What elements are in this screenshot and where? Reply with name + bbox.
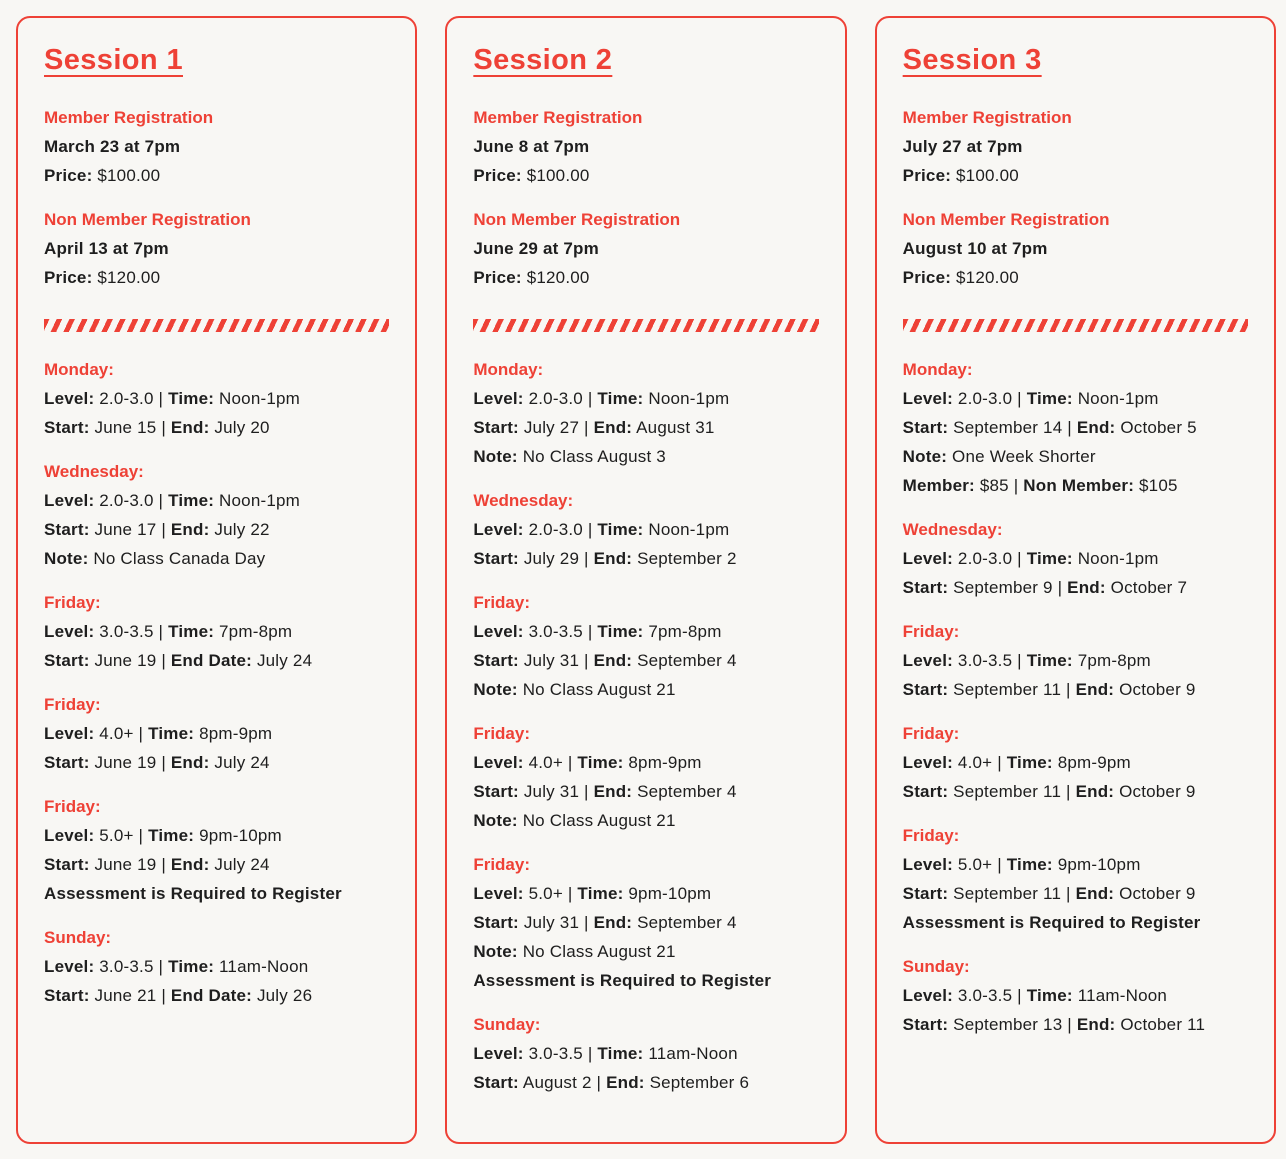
schedule-line [903,675,1248,704]
session-title[interactable]: Session 2 [473,44,613,76]
schedule-line [473,1039,818,1068]
label-segment: Start: [902,1015,949,1034]
label-segment: Price: [473,268,522,287]
session-card-3 [875,16,1276,1144]
day-heading: Sunday: [902,957,970,976]
label-segment: Time: [1026,986,1073,1005]
text-segment: 8pm-9pm [194,724,273,743]
registration-heading: Non Member Registration [902,210,1110,229]
label-segment: Start: [473,651,519,670]
text-segment: $85 | [974,476,1024,495]
text-segment: $120.00 [92,268,161,287]
label-segment: Level: [473,753,524,772]
schedule-line [44,384,389,413]
text-segment: 2.0-3.0 | [953,549,1027,568]
label-segment: Time: [1026,651,1073,670]
session-title-row [44,42,389,103]
label-segment: End: [170,418,210,437]
label-segment: Level: [902,389,953,408]
text-segment: June 19 | [89,855,171,874]
schedule-line [473,515,818,544]
text-segment: No Class August 21 [517,942,676,961]
text-segment: 9pm-10pm [194,826,282,845]
registration-line [473,263,818,292]
label-segment: Start: [44,418,90,437]
registration-line [903,263,1248,292]
text-segment: September 9 | [948,578,1068,597]
session-title[interactable]: Session 1 [44,44,183,76]
label-segment: Time: [597,520,644,539]
text-segment: September 14 | [948,418,1077,437]
schedule-line [903,981,1248,1010]
label-segment: End: [593,913,633,932]
schedule-line [903,879,1248,908]
text-segment: 5.0+ | [94,826,149,845]
label-segment: March 23 at 7pm [44,137,181,156]
day-heading: Monday: [902,360,973,379]
schedule-day-block [903,515,1248,602]
text-segment: 3.0-3.5 | [523,622,598,641]
label-segment: End Date: [170,986,253,1005]
schedule-day-block [44,588,389,675]
day-heading: Wednesday: [902,520,1003,539]
label-segment: Level: [473,622,524,641]
label-segment: Level: [473,520,524,539]
label-segment: Start: [473,1073,519,1092]
schedule-line [903,1010,1248,1039]
text-segment: October 7 [1105,578,1188,597]
schedule-line [473,413,818,442]
label-segment: End: [1067,578,1106,597]
text-segment: No Class August 21 [517,811,676,830]
label-segment: Start: [902,782,949,801]
text-segment: August 31 [632,418,715,437]
label-segment: Time: [168,491,215,510]
label-segment: Note: [44,549,89,568]
text-segment: July 31 | [518,651,594,670]
label-segment: Note: [473,447,518,466]
label-segment: Start: [44,520,90,539]
label-segment: Price: [44,166,93,185]
label-segment: Note: [473,811,518,830]
label-segment: Start: [473,549,519,568]
schedule-line [44,850,389,879]
label-segment: Level: [902,855,953,874]
registration-line [473,132,818,161]
schedule-line [44,486,389,515]
text-segment: June 15 | [89,418,171,437]
schedule-line [44,879,389,908]
registration-block [473,103,818,190]
schedule-line [903,544,1248,573]
label-segment: Time: [168,622,215,641]
text-segment: $120.00 [521,268,590,287]
label-segment: Start: [902,578,949,597]
label-segment: Time: [168,389,215,408]
schedule-line [903,384,1248,413]
registration-block [903,103,1248,190]
schedule-line [903,748,1248,777]
text-segment: Noon-1pm [643,389,730,408]
registration-line [44,132,389,161]
text-segment: $120.00 [951,268,1019,287]
label-segment: Price: [902,268,952,287]
label-segment: Time: [148,724,195,743]
text-segment: July 31 | [518,782,594,801]
day-heading: Sunday: [44,928,112,947]
label-segment: Level: [902,651,953,670]
text-segment: 3.0-3.5 | [953,651,1027,670]
label-segment: End: [593,418,633,437]
schedule-line [903,850,1248,879]
schedule-line [44,748,389,777]
text-segment: No Class Canada Day [88,549,266,568]
text-segment: No Class August 21 [517,680,676,699]
text-segment: September 4 [632,651,737,670]
label-segment: Level: [44,491,95,510]
label-segment: Start: [902,884,949,903]
text-segment: September 6 [644,1073,750,1092]
text-segment: 4.0+ | [953,753,1007,772]
text-segment: Noon-1pm [1072,389,1159,408]
text-segment: September 11 | [948,680,1076,699]
label-segment: June 8 at 7pm [473,137,590,156]
label-segment: Start: [44,651,90,670]
session-title[interactable]: Session 3 [902,44,1042,76]
day-heading: Friday: [44,797,101,816]
session-card-2 [445,16,846,1144]
text-segment: September 2 [632,549,737,568]
registration-block [44,205,389,292]
registration-block [473,205,818,292]
registration-block [44,103,389,190]
day-heading: Friday: [473,724,531,743]
label-segment: Level: [44,957,95,976]
text-segment: October 11 [1115,1015,1206,1034]
registration-block [903,205,1248,292]
day-heading: Friday: [473,593,531,612]
schedule-line [903,573,1248,602]
label-segment: Time: [597,622,644,641]
registration-line [903,132,1248,161]
label-segment: End: [1076,1015,1116,1034]
text-segment: October 9 [1114,782,1196,801]
schedule-line [903,413,1248,442]
label-segment: Assessment is Required to Register [473,971,772,990]
schedule-line [473,1068,818,1097]
text-segment: 7pm-8pm [1072,651,1151,670]
label-segment: Level: [902,753,953,772]
label-segment: Start: [44,753,90,772]
registration-line [473,234,818,263]
striped-divider [473,319,818,332]
label-segment: Time: [1026,549,1073,568]
text-segment: $100.00 [92,166,161,185]
day-heading: Friday: [902,622,960,641]
label-segment: Start: [44,855,90,874]
schedule-line [44,646,389,675]
label-segment: Level: [473,389,524,408]
label-segment: Time: [577,753,624,772]
text-segment: 9pm-10pm [623,884,712,903]
label-segment: End: [1075,884,1115,903]
schedule-line [473,442,818,471]
label-segment: Time: [597,1044,644,1063]
registration-line [903,234,1248,263]
label-segment: Level: [44,826,95,845]
schedule-line [473,748,818,777]
text-segment: 11am-Noon [214,957,309,976]
session-title-row [903,42,1248,103]
text-segment: 3.0-3.5 | [94,957,169,976]
label-segment: Level: [44,622,95,641]
schedule-line [473,384,818,413]
text-segment: September 11 | [948,884,1076,903]
text-segment: 3.0-3.5 | [94,622,169,641]
session-card-1 [16,16,417,1144]
schedule-day-block [44,457,389,573]
label-segment: Level: [473,1044,524,1063]
schedule-line [44,719,389,748]
label-segment: End: [593,782,633,801]
registration-heading: Member Registration [44,108,214,127]
schedule-line [473,966,818,995]
registration-line [473,161,818,190]
day-heading: Monday: [473,360,544,379]
label-segment: End: [593,651,633,670]
text-segment: September 4 [632,782,737,801]
label-segment: End: [1075,782,1115,801]
text-segment: June 21 | [89,986,171,1005]
text-segment: 11am-Noon [1072,986,1168,1005]
label-segment: Level: [44,389,95,408]
schedule-day-block [473,719,818,835]
schedule-line [473,806,818,835]
label-segment: Assessment is Required to Register [902,913,1201,932]
label-segment: Member: [902,476,975,495]
label-segment: Time: [168,957,215,976]
schedule-line [44,821,389,850]
label-segment: Note: [473,942,518,961]
schedule-day-block [473,355,818,471]
label-segment: Price: [473,166,522,185]
schedule-line [903,646,1248,675]
text-segment: $100.00 [521,166,590,185]
text-segment: 3.0-3.5 | [523,1044,598,1063]
label-segment: Start: [473,418,519,437]
registration-line [903,161,1248,190]
schedule-day-block [473,1010,818,1097]
text-segment: No Class August 3 [517,447,666,466]
schedule-line [44,981,389,1010]
schedule-day-block [473,486,818,573]
schedule-line [473,544,818,573]
schedule-day-block [44,355,389,442]
schedule-line [44,544,389,573]
text-segment: July 24 [252,651,313,670]
schedule-line [903,442,1248,471]
label-segment: Level: [902,986,953,1005]
label-segment: Price: [44,268,93,287]
label-segment: Level: [902,549,953,568]
text-segment: August 2 | [518,1073,607,1092]
schedule-line [44,952,389,981]
label-segment: Start: [473,782,519,801]
day-heading: Friday: [902,826,960,845]
day-heading: Friday: [44,695,101,714]
registration-heading: Member Registration [473,108,643,127]
registration-heading: Non Member Registration [44,210,251,229]
registration-line [44,234,389,263]
registration-line [44,161,389,190]
label-segment: June 29 at 7pm [473,239,599,258]
label-segment: Time: [1006,855,1053,874]
label-segment: Time: [577,884,624,903]
day-heading: Friday: [473,855,531,874]
schedule-line [473,675,818,704]
label-segment: Assessment is Required to Register [44,884,342,903]
label-segment: Time: [148,826,195,845]
label-segment: Time: [1026,389,1073,408]
text-segment: 5.0+ | [953,855,1007,874]
label-segment: Level: [44,724,95,743]
schedule-line [903,471,1248,500]
registration-line [44,263,389,292]
schedule-line [44,617,389,646]
label-segment: April 13 at 7pm [44,239,169,258]
schedule-line [473,646,818,675]
text-segment: September 4 [632,913,737,932]
text-segment: October 5 [1115,418,1197,437]
day-heading: Wednesday: [473,491,574,510]
schedule-line [44,413,389,442]
label-segment: End: [170,753,210,772]
schedule-day-block [903,355,1248,500]
label-segment: End: [1075,680,1115,699]
day-heading: Wednesday: [44,462,144,481]
text-segment: September 13 | [948,1015,1077,1034]
text-segment: 8pm-9pm [1052,753,1131,772]
label-segment: End: [1076,418,1116,437]
text-segment: July 24 [209,855,270,874]
label-segment: Start: [902,680,949,699]
text-segment: 2.0-3.0 | [94,389,169,408]
label-segment: End Date: [170,651,253,670]
schedule-line [44,515,389,544]
schedule-day-block [44,923,389,1010]
label-segment: Note: [473,680,518,699]
text-segment: July 24 [209,753,270,772]
text-segment: July 29 | [518,549,594,568]
schedule-line [473,617,818,646]
schedule-line [903,777,1248,806]
schedule-line [903,908,1248,937]
text-segment: July 26 [252,986,313,1005]
schedule-day-block [44,690,389,777]
label-segment: Note: [902,447,948,466]
day-heading: Friday: [44,593,101,612]
text-segment: July 20 [209,418,270,437]
label-segment: Start: [902,418,949,437]
schedule-line [473,937,818,966]
text-segment: $105 [1134,476,1178,495]
label-segment: Time: [1006,753,1053,772]
label-segment: End: [593,549,633,568]
label-segment: Non Member: [1023,476,1135,495]
schedule-line [473,908,818,937]
label-segment: End: [606,1073,645,1092]
text-segment: $100.00 [951,166,1019,185]
text-segment: 7pm-8pm [643,622,722,641]
text-segment: June 19 | [89,651,171,670]
schedule-day-block [903,952,1248,1039]
text-segment: Noon-1pm [214,491,301,510]
schedule-day-block [903,719,1248,806]
text-segment: 4.0+ | [523,753,578,772]
label-segment: Time: [597,389,644,408]
text-segment: 8pm-9pm [623,753,702,772]
schedule-line [473,777,818,806]
label-segment: Start: [44,986,90,1005]
text-segment: 2.0-3.0 | [953,389,1027,408]
text-segment: 9pm-10pm [1052,855,1141,874]
text-segment: October 9 [1114,884,1196,903]
text-segment: 2.0-3.0 | [523,389,598,408]
striped-divider [44,319,389,332]
schedule-line [473,879,818,908]
schedule-day-block [903,821,1248,937]
day-heading: Monday: [44,360,114,379]
label-segment: End: [170,520,210,539]
text-segment: 2.0-3.0 | [523,520,598,539]
registration-heading: Member Registration [902,108,1072,127]
text-segment: One Week Shorter [947,447,1096,466]
text-segment: Noon-1pm [214,389,301,408]
text-segment: July 31 | [518,913,594,932]
day-heading: Friday: [902,724,960,743]
striped-divider [903,319,1248,332]
text-segment: 11am-Noon [643,1044,738,1063]
text-segment: 7pm-8pm [214,622,293,641]
label-segment: Level: [473,884,524,903]
label-segment: End: [170,855,210,874]
label-segment: July 27 at 7pm [902,137,1023,156]
label-segment: Price: [902,166,952,185]
label-segment: Start: [473,913,519,932]
text-segment: Noon-1pm [643,520,730,539]
text-segment: 3.0-3.5 | [953,986,1027,1005]
registration-heading: Non Member Registration [473,210,681,229]
text-segment: 5.0+ | [523,884,578,903]
schedule-day-block [473,588,818,704]
schedule-day-block [473,850,818,995]
text-segment: June 17 | [89,520,171,539]
schedule-day-block [44,792,389,908]
text-segment: 4.0+ | [94,724,149,743]
text-segment: September 11 | [948,782,1076,801]
text-segment: Noon-1pm [1072,549,1159,568]
day-heading: Sunday: [473,1015,541,1034]
text-segment: July 27 | [518,418,594,437]
label-segment: August 10 at 7pm [902,239,1048,258]
text-segment: October 9 [1114,680,1196,699]
text-segment: June 19 | [89,753,171,772]
text-segment: July 22 [209,520,270,539]
session-title-row [473,42,818,103]
text-segment: 2.0-3.0 | [94,491,169,510]
schedule-day-block [903,617,1248,704]
